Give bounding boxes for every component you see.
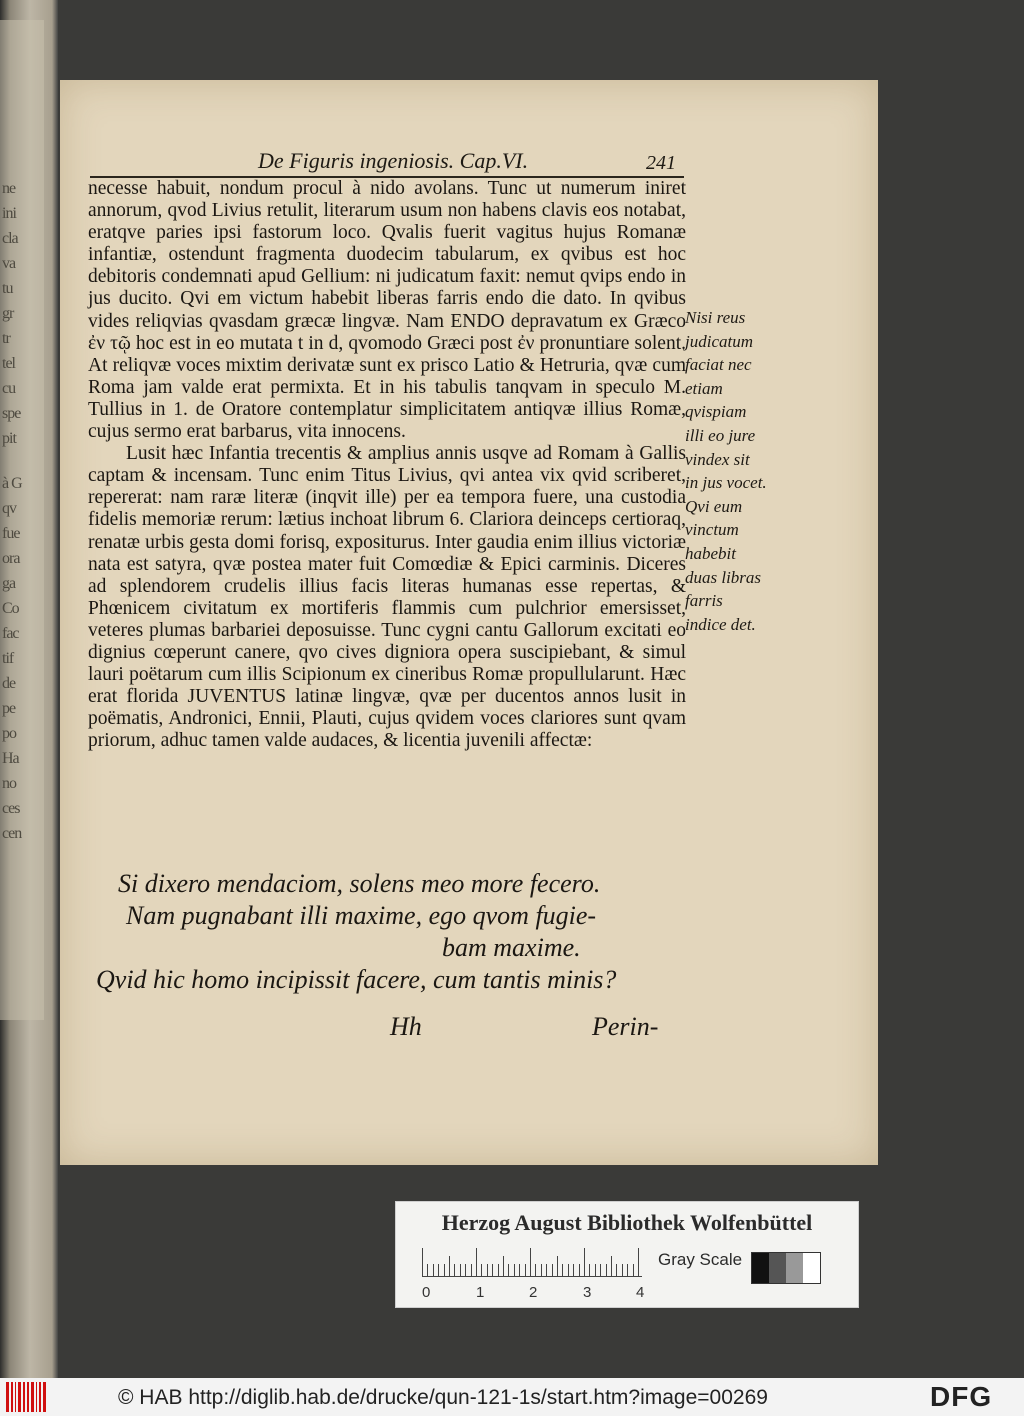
ruler-tick (476, 1248, 477, 1276)
left-page-shadow (0, 20, 44, 1020)
ruler-number-0: 0 (422, 1284, 431, 1301)
ruler-tick (600, 1264, 601, 1276)
left-page-fragment: ini (2, 205, 16, 222)
left-page-fragment: no (2, 775, 16, 792)
left-page-fragment: po (2, 725, 16, 742)
hab-barcode-logo (6, 1382, 46, 1412)
barcode-bar (6, 1382, 9, 1412)
ruler-tick (606, 1264, 607, 1276)
barcode-bar (43, 1382, 46, 1412)
library-name: Herzog August Bibliothek Wolfenbüttel (441, 1210, 813, 1235)
ruler-tick (552, 1264, 553, 1276)
left-page-fragment: tu (2, 280, 13, 297)
left-page-fragment: Ha (2, 750, 19, 767)
ruler-tick (611, 1256, 612, 1276)
barcode-bar (31, 1382, 34, 1412)
ruler-tick (535, 1264, 536, 1276)
verse-line-4: Qvid hic homo incipissit facere, cum tantis minis? (96, 965, 617, 994)
ruler-tick (487, 1264, 488, 1276)
ruler-tick (503, 1256, 504, 1276)
left-page-fragment: cla (2, 230, 18, 247)
barcode-bar (23, 1382, 25, 1412)
left-page-fragment: ora (2, 550, 20, 567)
ruler-tick (427, 1264, 428, 1276)
left-page-fragment: ces (2, 800, 20, 817)
left-page-fragment: gr (2, 305, 14, 322)
left-page-fragment: fue (2, 525, 20, 542)
marginal-note: Nisi reus judicatum faciat nec etiam qvispiam illi eo jure vindex sit in jus vocet. Qvi eum vinctum habebit duas libras farris indice det. (685, 308, 767, 634)
paragraph-2: Lusit hæc Infantia trecentis & amplius annis usqve ad Romam à Gallis captam & incensam. Tunc enim Titus Livius, qvi antea vix qvid scriberet, repererat: nam raræ literæ (inqvit ille) per ea tempora fuere, una custodia fidelis memoriæ rerum: lætius inchoat librum 6. Clariora deinceps certioraq, renatæ urbis gesta domi forisq, expositurus. Inter gaudia enim illius victoriæ nata est satyra, qvæ postea mater fuit Comœdiæ & Epici carminis. Diceres ad splendorem crudelis illius facis literas humanas esse repertas, & Phœnicem civitatum ex mortiferis flammis cum pulchrior emersisset, veteres plumas barbariei deposuisse. Tunc cygni cantu Gallorum excitati eo dignius cœperunt canere, qvo cives digniora opera suscipiebant, & simul lauri poëtarum cum illis Scipionum ex cineribus Romæ propullularunt. Hæc erat florida JUVENTUS latinæ lingvæ, qvæ per ducentos annos lusit in poëmatis, Andronici, Ennii, Plauti, cujus qvidem voces clariores sunt qvam priorum, adhuc tamen valde audaces, & licentia juvenili affectæ: (88, 443, 686, 752)
ruler-tick (433, 1264, 434, 1276)
left-page-fragment: à G (2, 475, 22, 492)
left-page-fragment: pe (2, 700, 16, 717)
ruler-tick (498, 1264, 499, 1276)
library-color-card (395, 1201, 859, 1308)
ruler-number-1: 1 (476, 1284, 485, 1301)
ruler-tick (595, 1264, 596, 1276)
ruler-tick (438, 1264, 439, 1276)
ruler-tick (449, 1256, 450, 1276)
ruler-tick (444, 1264, 445, 1276)
ruler-tick (584, 1248, 585, 1276)
left-page-fragment: Co (2, 600, 19, 617)
ruler-tick (530, 1248, 531, 1276)
running-head: De Figuris ingeniosis. Cap.VI. (258, 148, 529, 173)
left-page-fragment: tr (2, 330, 10, 347)
ruler-tick (471, 1264, 472, 1276)
gray-swatch (803, 1253, 820, 1283)
ruler-tick (557, 1256, 558, 1276)
left-page-fragment: va (2, 255, 16, 272)
barcode-bar (15, 1382, 17, 1412)
left-page-fragment: cen (2, 825, 22, 842)
ruler-tick (454, 1264, 455, 1276)
left-page-fragment: ne (2, 180, 16, 197)
left-page-fragment: pit (2, 430, 16, 447)
ruler-tick (546, 1264, 547, 1276)
ruler-tick (541, 1264, 542, 1276)
left-page-fragment: spe (2, 405, 21, 422)
barcode-bar (18, 1382, 21, 1412)
ruler-tick (638, 1248, 639, 1276)
left-page-fragment: qv (2, 500, 16, 517)
catchword: Perin- (592, 1012, 659, 1041)
ruler-tick (622, 1264, 623, 1276)
scale-ruler (422, 1248, 642, 1277)
signature-mark: Hh (390, 1012, 422, 1041)
gray-scale-label: Gray Scale (658, 1250, 743, 1269)
verse-line-3: bam maxime. (442, 933, 581, 962)
left-page-fragment: ga (2, 575, 16, 592)
gray-swatch (769, 1253, 786, 1283)
footer-bar (0, 1378, 1024, 1416)
verse-line-1: Si dixero mendaciom, solens meo more fecero. (118, 869, 601, 898)
left-page-fragment: cu (2, 380, 16, 397)
barcode-bar (11, 1382, 13, 1412)
ruler-number-3: 3 (583, 1284, 592, 1301)
gray-scale-swatch (751, 1252, 821, 1284)
ruler-tick (633, 1264, 634, 1276)
ruler-tick (579, 1264, 580, 1276)
ruler-number-4: 4 (636, 1284, 645, 1301)
left-page-fragment: tif (2, 650, 14, 667)
ruler-tick (562, 1264, 563, 1276)
body-text (88, 178, 686, 752)
barcode-bar (36, 1382, 38, 1412)
left-page-fragment: tel (2, 355, 15, 372)
paragraph-1: necesse habuit, nondum procul à nido avolans. Tunc ut numerum iniret annorum, qvod Livius retulit, literarum usum non habens clavis eos notabat, eratqve paries ipsi fastorum loco. Qvalis fuerit vagitus hujus Romanæ infantiæ, ostendunt fragmenta duodecim tabularum, ex qvibus est hoc debitoris condemnati apud Gellium: ni judicatum faxit: nemut qvips endo in jus ducito. Qvi em victum habebit liberas farris endo die dato. In qvibus vides reliqvias qvasdam græcæ lingvæ. Nam ENDO depravatum ex Græco ἐν τῷ hoc est in eo mutata t in d, qvomodo Græci post ἐν pronuntiare solent. At reliqvæ voces mixtim derivatæ sunt ex prisco Latio & Hetruria, qvæ cum Roma jam valde erat permixta. Et in his tabulis tanqvam in speculo M. Tullius in 1. de Oratore contemplatur simplicitatem antiqvæ illius Romæ, cujus sermo erat barbarus, vita innocens. (88, 178, 686, 443)
left-page-fragment: de (2, 675, 16, 692)
gray-swatch (786, 1253, 803, 1283)
ruler-number-2: 2 (529, 1284, 538, 1301)
ruler-tick (492, 1264, 493, 1276)
ruler-tick (508, 1264, 509, 1276)
verse-line-2: Nam pugnabant illi maxime, ego qvom fugie- (126, 901, 597, 930)
ruler-tick (589, 1264, 590, 1276)
verse-quotation (96, 868, 686, 996)
barcode-bar (27, 1382, 29, 1412)
ruler-tick (481, 1264, 482, 1276)
ruler-tick (525, 1264, 526, 1276)
page-number: 241 (646, 152, 676, 174)
left-page-fragment: fac (2, 625, 19, 642)
ruler-tick (519, 1264, 520, 1276)
footer-source-link[interactable]: © HAB http://diglib.hab.de/drucke/qun-121-1s/start.htm?image=00269 (118, 1386, 768, 1409)
ruler-tick (627, 1264, 628, 1276)
barcode-bar (39, 1382, 41, 1412)
dfg-logo: DFG (930, 1381, 993, 1412)
ruler-tick (514, 1264, 515, 1276)
ruler-tick (616, 1264, 617, 1276)
ruler-tick (568, 1264, 569, 1276)
ruler-tick (422, 1248, 423, 1276)
ruler-tick (460, 1264, 461, 1276)
ruler-tick (573, 1264, 574, 1276)
ruler-tick (465, 1264, 466, 1276)
gray-swatch (752, 1253, 769, 1283)
